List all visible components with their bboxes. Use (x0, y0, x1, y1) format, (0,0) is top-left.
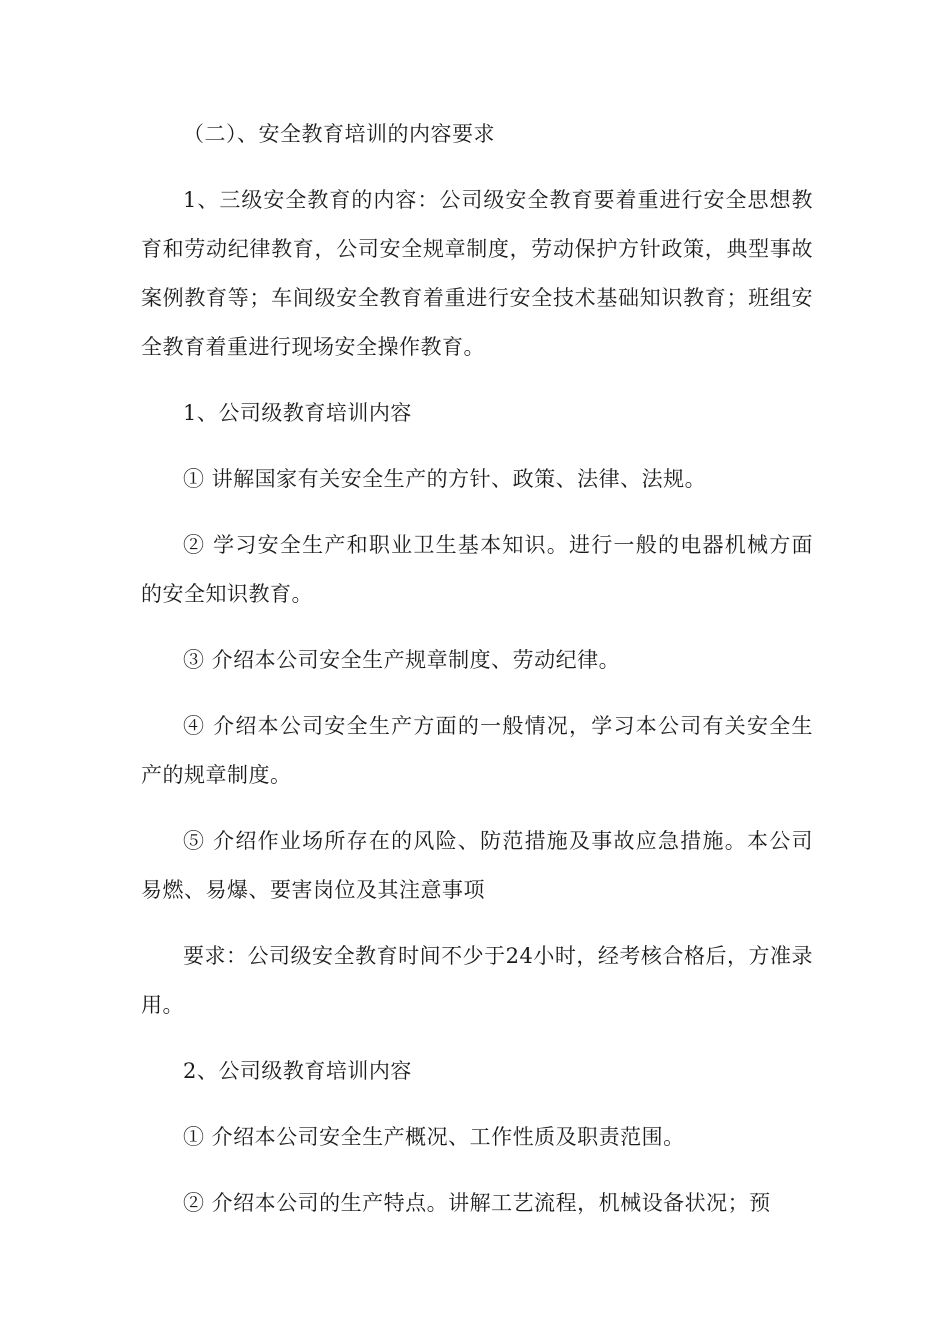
section-heading: （二）、安全教育培训的内容要求 (183, 122, 495, 146)
paragraph-three-level-education: 1、三级安全教育的内容：公司级安全教育要着重进行安全思想教育和劳动纪律教育，公司安全规章制度，劳动保护方针政策，典型事故案例教育等；车间级安全教育着重进行安全技术基础知识教育；班组安全教育着重进行现场安全操作教育。 (141, 188, 813, 359)
paragraph-company-training-heading-2: 2、公司级教育培训内容 (183, 1059, 412, 1083)
paragraph-item-4: ④ 介绍本公司安全生产方面的一般情况，学习本公司有关安全生产的规章制度。 (141, 714, 813, 787)
paragraph-item-2: ② 学习安全生产和职业卫生基本知识。进行一般的电器机械方面的安全知识教育。 (141, 533, 813, 606)
paragraph-company-training-heading-1: 1、公司级教育培训内容 (183, 401, 412, 425)
paragraph-item-b1: ① 介绍本公司安全生产概况、工作性质及职责范围。 (183, 1125, 685, 1149)
paragraph-requirement: 要求：公司级安全教育时间不少于24小时，经考核合格后，方准录用。 (141, 944, 813, 1017)
paragraph-item-1: ① 讲解国家有关安全生产的方针、政策、法律、法规。 (183, 467, 707, 491)
paragraph-item-3: ③ 介绍本公司安全生产规章制度、劳动纪律。 (183, 648, 621, 672)
document-page (141, 110, 813, 1245)
paragraph-item-5: ⑤ 介绍作业场所存在的风险、防范措施及事故应急措施。本公司易燃、易爆、要害岗位及其注意事项 (141, 829, 813, 902)
paragraph-item-b2: ② 介绍本公司的生产特点。讲解工艺流程，机械设备状况；预 (183, 1191, 771, 1215)
